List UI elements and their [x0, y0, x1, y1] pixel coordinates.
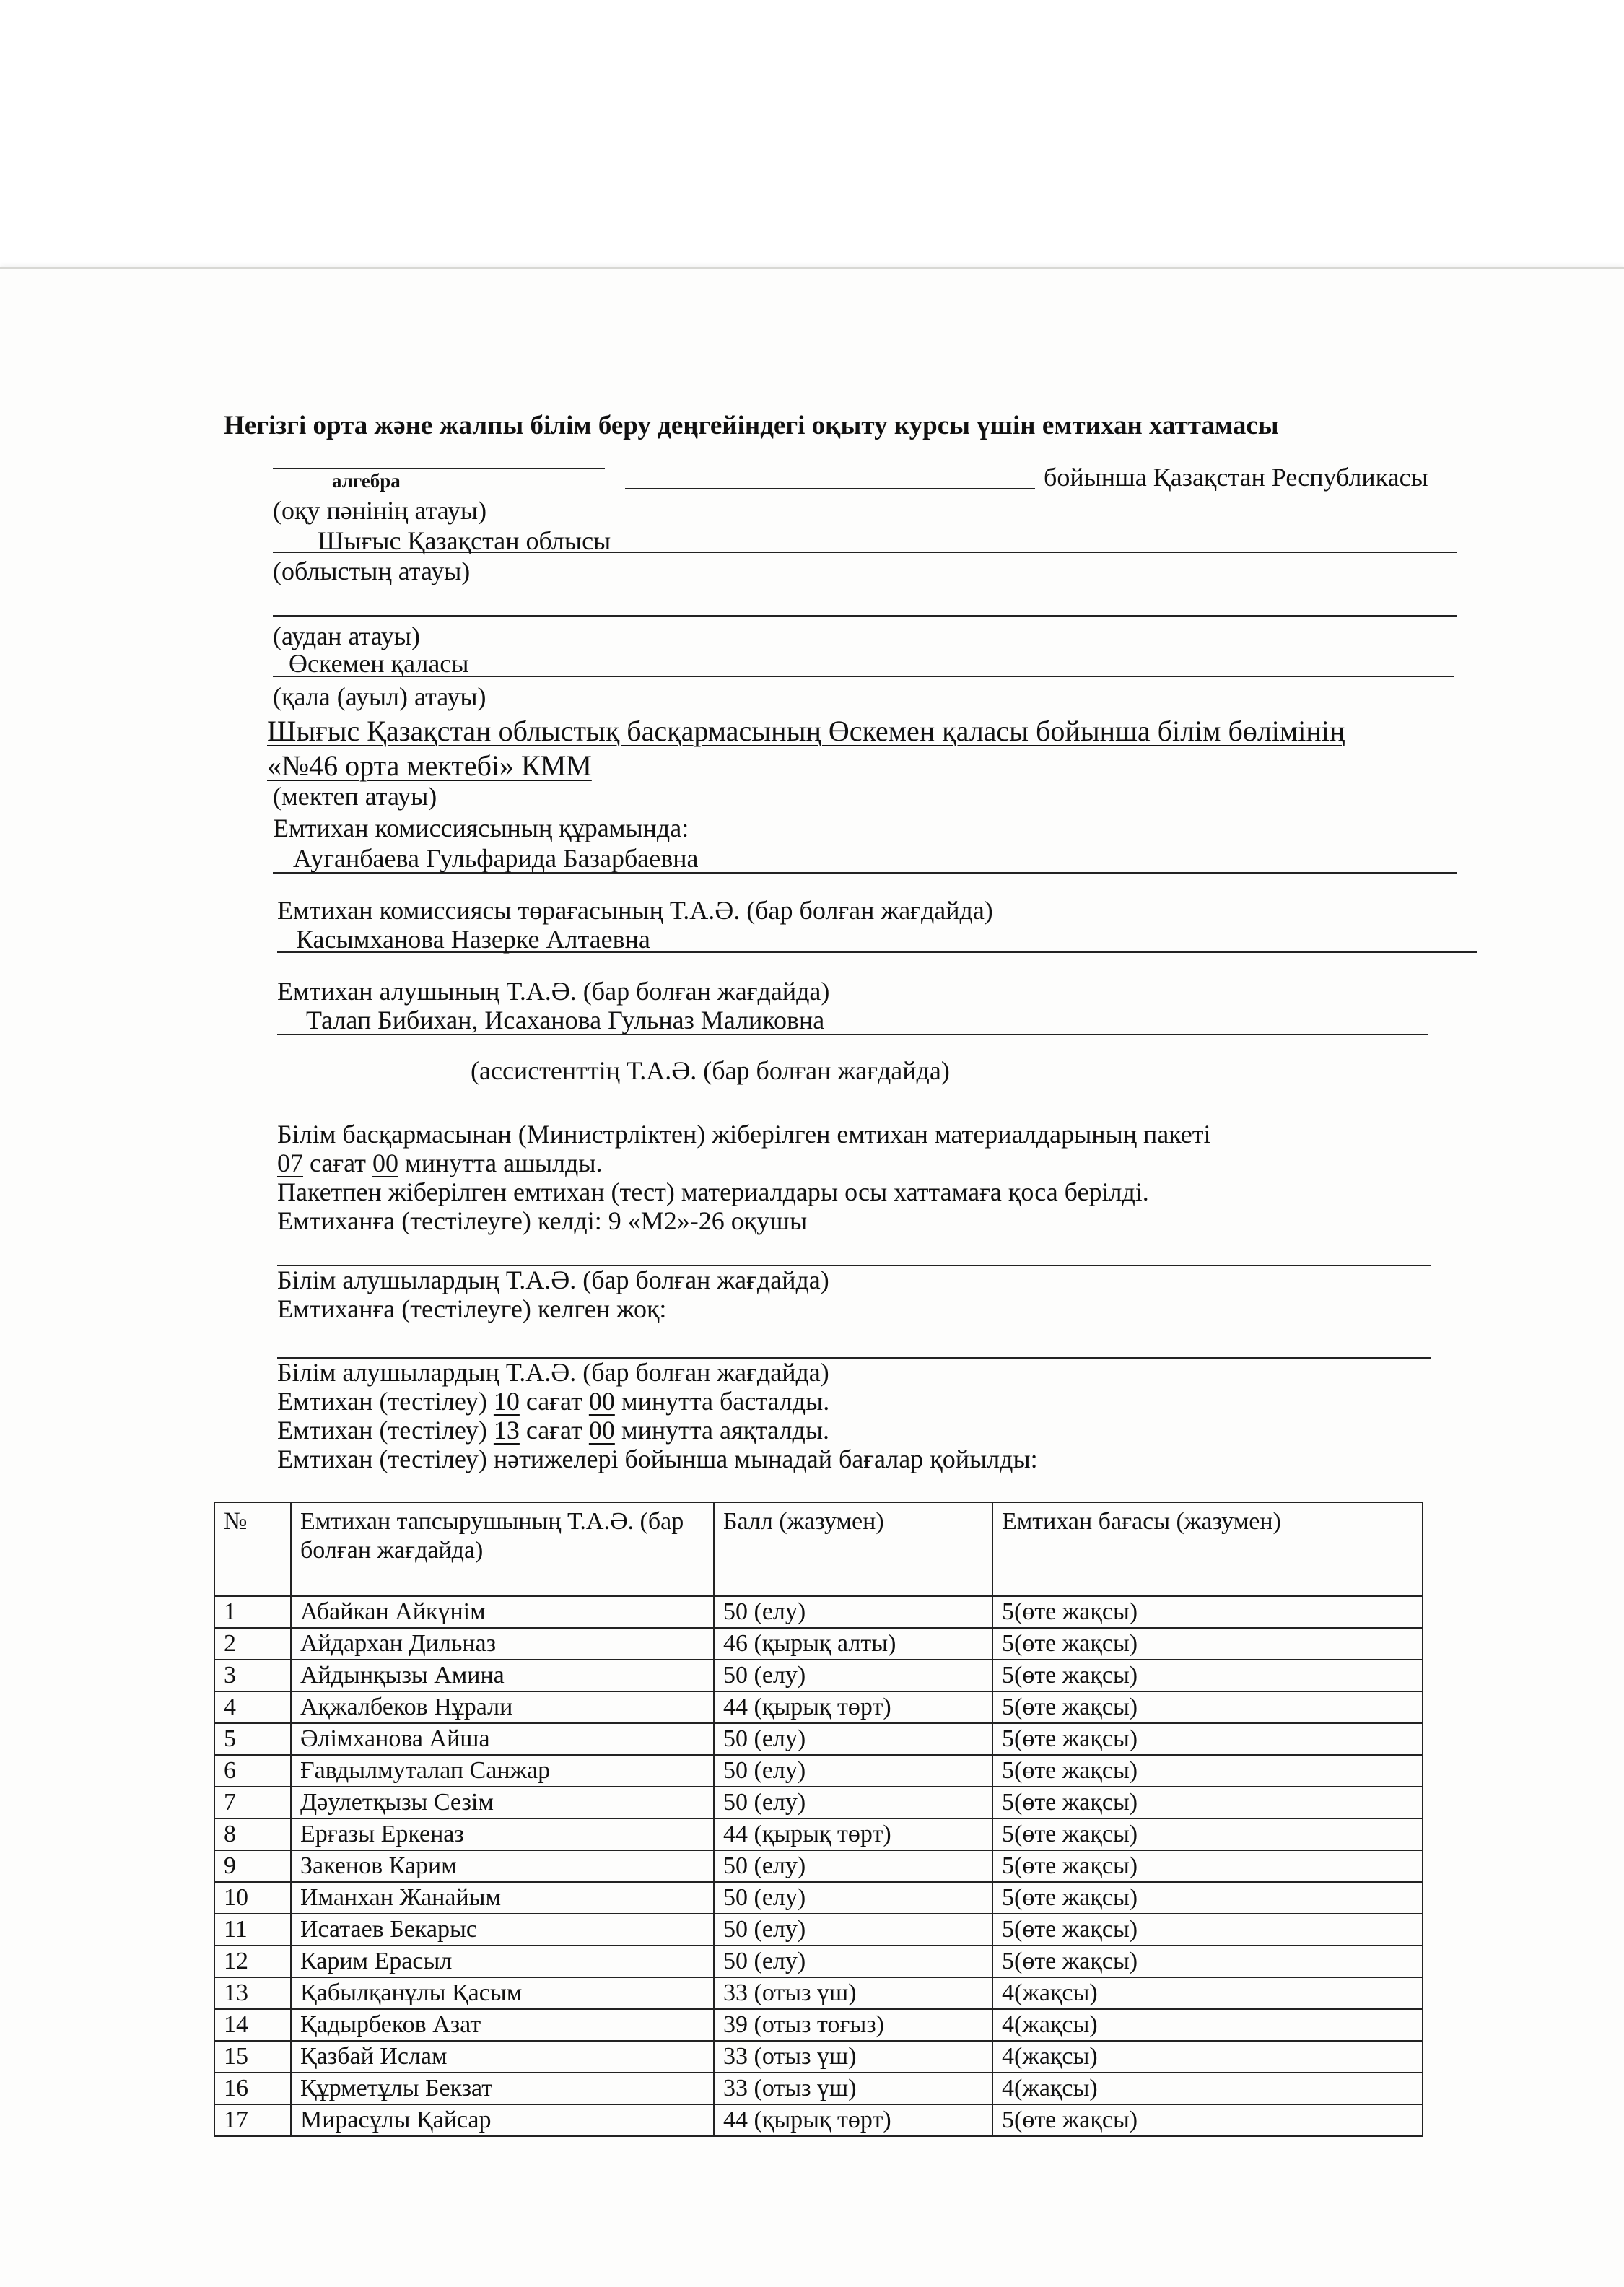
grade: 5(өте жақсы)	[992, 1628, 1423, 1660]
score: 50 (елу)	[714, 1914, 992, 1946]
row-number: 1	[214, 1596, 291, 1628]
start-hour: 10	[493, 1387, 520, 1416]
start-tail: минутта басталды.	[621, 1387, 830, 1416]
row-number: 7	[214, 1787, 291, 1818]
start-line	[277, 1386, 829, 1416]
score: 50 (елу)	[714, 1660, 992, 1691]
row-number: 12	[214, 1946, 291, 1977]
table-row	[214, 1850, 1423, 1882]
student-name: Қабылқанұлы Қасым	[291, 1977, 714, 2009]
assistant-caption: (ассистенттің Т.А.Ә. (бар болған жағдайда)	[471, 1056, 950, 1085]
table-header-row	[214, 1502, 1423, 1596]
package-line-1: Білім басқармасынан (Министрліктен) жіберілген емтихан материалдарының пакеті	[277, 1120, 1211, 1149]
school-name-line-2: «№46 орта мектебі» КММ	[267, 749, 592, 782]
grade: 5(өте жақсы)	[992, 1691, 1423, 1723]
row-number: 4	[214, 1691, 291, 1723]
absent-label: Емтиханға (тестілеуге) келген жоқ:	[277, 1294, 667, 1323]
students-caption-2: Білім алушылардың Т.А.Ә. (бар болған жағдайда)	[277, 1358, 829, 1387]
end-hour: 13	[493, 1416, 520, 1445]
student-name: Ақжалбеков Нұрали	[291, 1691, 714, 1723]
grade: 5(өте жақсы)	[992, 1596, 1423, 1628]
table-row	[214, 1628, 1423, 1660]
student-name: Әлімханова Айша	[291, 1723, 714, 1755]
score: 50 (елу)	[714, 1755, 992, 1787]
table-row	[214, 1723, 1423, 1755]
commission-label: Емтихан комиссиясының құрамында:	[273, 814, 689, 842]
grade: 4(жақсы)	[992, 2073, 1423, 2104]
package-minute-tail: минутта ашылды.	[404, 1149, 603, 1177]
grade: 5(өте жақсы)	[992, 1723, 1423, 1755]
table-row	[214, 1787, 1423, 1818]
subject-suffix: бойынша Қазақстан Республикасы	[1044, 463, 1428, 492]
results-intro: Емтихан (тестілеу) нәтижелері бойынша мынадай бағалар қойылды:	[277, 1445, 1038, 1473]
row-number: 5	[214, 1723, 291, 1755]
table-row	[214, 1882, 1423, 1914]
grade: 5(өте жақсы)	[992, 1787, 1423, 1818]
school-caption: (мектеп атауы)	[273, 782, 437, 811]
subject-extra-line	[625, 488, 1035, 489]
header-score: Балл (жазумен)	[714, 1502, 992, 1596]
students-caption-1: Білім алушылардың Т.А.Ә. (бар болған жағдайда)	[277, 1266, 829, 1294]
row-number: 14	[214, 2009, 291, 2041]
row-number: 6	[214, 1755, 291, 1787]
package-hour: 07	[277, 1149, 303, 1177]
chair-value: Касымханова Назерке Алтаевна	[296, 925, 650, 954]
student-name: Иманхан Жанайым	[291, 1882, 714, 1914]
table-row	[214, 1914, 1423, 1946]
score: 50 (елу)	[714, 1787, 992, 1818]
score: 50 (елу)	[714, 1596, 992, 1628]
row-number: 3	[214, 1660, 291, 1691]
region-value: Шығыс Қазақстан облысы	[318, 526, 611, 555]
attended-line: Емтиханға (тестілеуге) келді: 9 «М2»-26 оқушы	[277, 1206, 808, 1235]
row-number: 15	[214, 2041, 291, 2073]
start-mid: сағат	[525, 1387, 582, 1416]
subject-caption: (оқу пәнінің атауы)	[273, 496, 487, 525]
score: 33 (отыз үш)	[714, 1977, 992, 2009]
table-row	[214, 1691, 1423, 1723]
examiner-value: Талап Бибихан, Исаханова Гульназ Маликовна	[306, 1006, 825, 1034]
table-row	[214, 1946, 1423, 1977]
subject-value: алгебра	[332, 470, 401, 492]
header-number: №	[214, 1502, 291, 1596]
results-table	[214, 1502, 1423, 2137]
row-number: 13	[214, 1977, 291, 2009]
score: 44 (қырық төрт)	[714, 1818, 992, 1850]
grade: 5(өте жақсы)	[992, 1755, 1423, 1787]
table-row	[214, 2104, 1423, 2136]
grade: 5(өте жақсы)	[992, 1850, 1423, 1882]
student-name: Айдынқызы Амина	[291, 1660, 714, 1691]
table-row	[214, 2073, 1423, 2104]
row-number: 11	[214, 1914, 291, 1946]
row-number: 2	[214, 1628, 291, 1660]
grade: 4(жақсы)	[992, 2041, 1423, 2073]
student-name: Қадырбеков Азат	[291, 2009, 714, 2041]
table-row	[214, 1660, 1423, 1691]
row-number: 17	[214, 2104, 291, 2136]
row-number: 9	[214, 1850, 291, 1882]
document-title: Негізгі орта және жалпы білім беру деңгейіндегі оқыту курсы үшін емтихан хаттамасы	[224, 411, 1279, 440]
end-label: Емтихан (тестілеу)	[277, 1416, 487, 1445]
package-hour-word: сағат	[310, 1149, 366, 1177]
score: 50 (елу)	[714, 1850, 992, 1882]
table-row	[214, 1818, 1423, 1850]
score: 46 (қырық алты)	[714, 1628, 992, 1660]
district-caption: (аудан атауы)	[273, 622, 420, 650]
score: 39 (отыз тоғыз)	[714, 2009, 992, 2041]
package-opened-line	[277, 1148, 603, 1178]
end-minute: 00	[588, 1416, 615, 1445]
student-name: Абайкан Айкүнім	[291, 1596, 714, 1628]
table-row	[214, 1977, 1423, 2009]
end-mid: сағат	[525, 1416, 582, 1445]
commission-value: Ауганбаева Гульфарида Базарбаевна	[293, 844, 699, 873]
score: 44 (қырық төрт)	[714, 2104, 992, 2136]
student-name: Құрметұлы Бекзат	[291, 2073, 714, 2104]
student-name: Ғавдылмуталап Санжар	[291, 1755, 714, 1787]
score: 50 (елу)	[714, 1723, 992, 1755]
grade: 5(өте жақсы)	[992, 1660, 1423, 1691]
city-value: Өскемен қаласы	[289, 649, 469, 678]
end-line	[277, 1415, 829, 1445]
row-number: 16	[214, 2073, 291, 2104]
table-row	[214, 2009, 1423, 2041]
header-student-name: Емтихан тапсырушының Т.А.Ә. (бар болған жағдайда)	[291, 1502, 714, 1596]
table-row	[214, 2041, 1423, 2073]
student-name: Айдархан Дильназ	[291, 1628, 714, 1660]
student-name: Мирасұлы Қайсар	[291, 2104, 714, 2136]
examiner-label: Емтихан алушының Т.А.Ә. (бар болған жағдайда)	[277, 977, 830, 1006]
start-minute: 00	[588, 1387, 615, 1416]
grade: 5(өте жақсы)	[992, 1818, 1423, 1850]
subject-fill-line	[273, 468, 605, 469]
grade: 4(жақсы)	[992, 2009, 1423, 2041]
student-name: Қазбай Ислам	[291, 2041, 714, 2073]
row-number: 10	[214, 1882, 291, 1914]
grade: 4(жақсы)	[992, 1977, 1423, 2009]
student-name: Ерғазы Еркеназ	[291, 1818, 714, 1850]
grade: 5(өте жақсы)	[992, 1946, 1423, 1977]
student-name: Исатаев Бекарыс	[291, 1914, 714, 1946]
score: 50 (елу)	[714, 1882, 992, 1914]
grade: 5(өте жақсы)	[992, 1882, 1423, 1914]
school-name-line-1: Шығыс Қазақстан облыстық басқармасының Өскемен қаласы бойынша білім бөлімінің	[267, 715, 1345, 747]
student-name: Карим Ерасыл	[291, 1946, 714, 1977]
score: 33 (отыз үш)	[714, 2041, 992, 2073]
table-row	[214, 1596, 1423, 1628]
city-caption: (қала (ауыл) атауы)	[273, 682, 486, 711]
student-name: Дәулетқызы Сезім	[291, 1787, 714, 1818]
chair-label: Емтихан комиссиясы төрағасының Т.А.Ә. (бар болған жағдайда)	[277, 896, 993, 925]
results-table-body	[214, 1596, 1423, 2136]
grade: 5(өте жақсы)	[992, 1914, 1423, 1946]
score: 50 (елу)	[714, 1946, 992, 1977]
score: 44 (қырық төрт)	[714, 1691, 992, 1723]
table-row	[214, 1755, 1423, 1787]
student-name: Закенов Карим	[291, 1850, 714, 1882]
end-tail: минутта аяқталды.	[621, 1416, 830, 1445]
header-grade: Емтихан бағасы (жазумен)	[992, 1502, 1423, 1596]
region-caption: (облыстың атауы)	[273, 557, 471, 585]
package-line-3: Пакетпен жіберілген емтихан (тест) материалдары осы хаттамаға қоса берілді.	[277, 1177, 1149, 1206]
score: 33 (отыз үш)	[714, 2073, 992, 2104]
start-label: Емтихан (тестілеу)	[277, 1387, 487, 1416]
grade: 5(өте жақсы)	[992, 2104, 1423, 2136]
package-minute: 00	[372, 1149, 398, 1177]
row-number: 8	[214, 1818, 291, 1850]
district-fill-line	[273, 615, 1457, 617]
